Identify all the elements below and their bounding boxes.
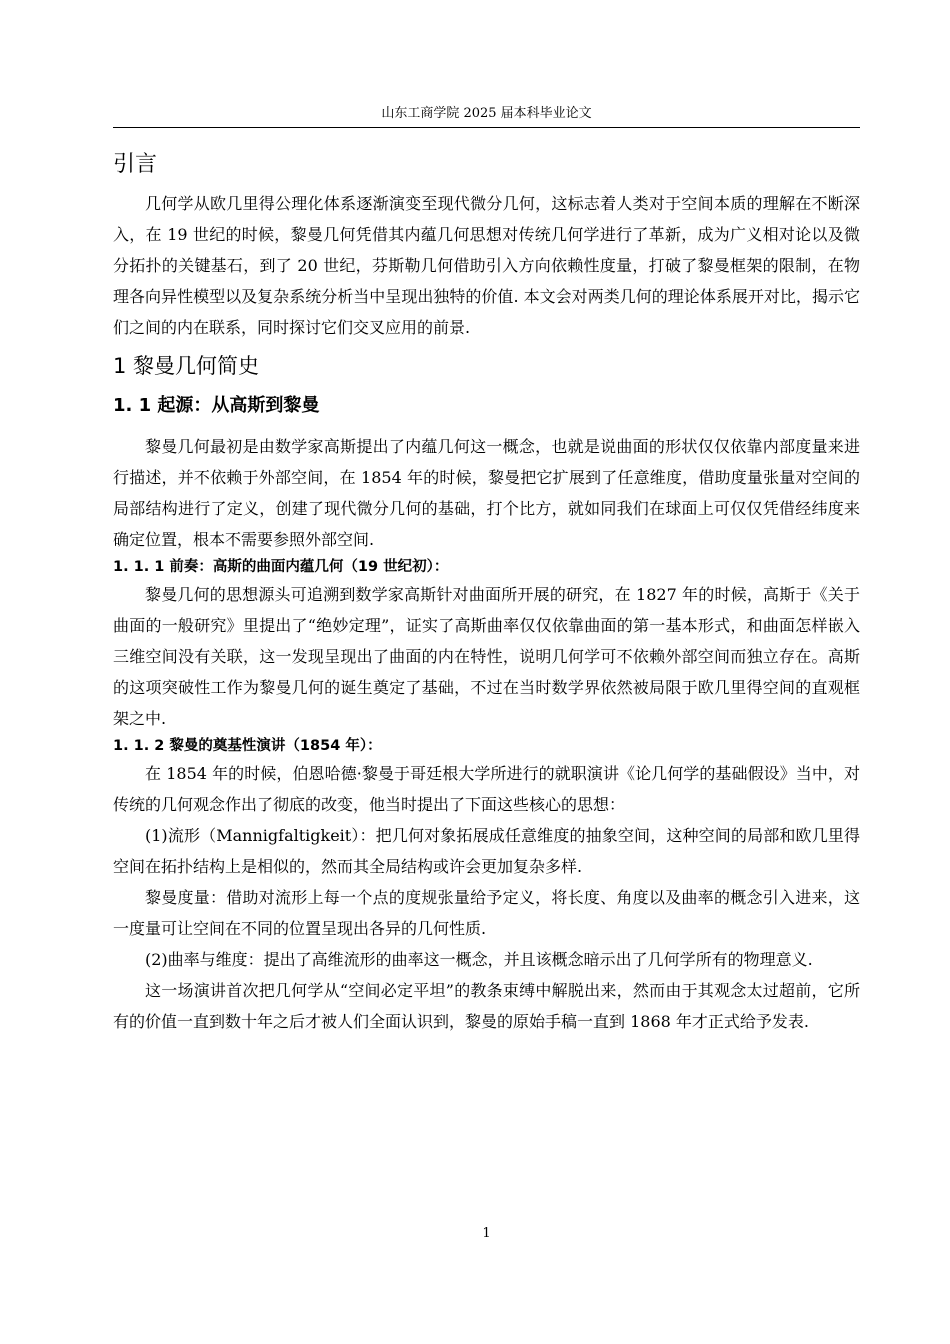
section-1-heading: 1 黎曼几何简史 xyxy=(113,354,260,378)
page-number: 1 xyxy=(482,1226,491,1241)
section-1-1-2-paragraph: 黎曼度量：借助对流形上每一个点的度规张量给予定义，将长度、角度以及曲率的概念引入进来，这一度量可让空间在不同的位置呈现出各异的几何性质. xyxy=(113,888,860,938)
section-1-1-1-heading: 1. 1. 1 前奏：高斯的曲面内蕴几何（19 世纪初）： xyxy=(113,559,449,575)
section-1-1-2-paragraph: 这一场演讲首次把几何学从“空间必定平坦”的教条束缚中解脱出来，然而由于其观念太过超前，它所有的价值一直到数十年之后才被人们全面认识到，黎曼的原始手稿一直到 1868 年才正式给予发表. xyxy=(113,981,860,1031)
section-1-1-2-paragraph: 在 1854 年的时候，伯恩哈德·黎曼于哥廷根大学所进行的就职演讲《论几何学的基础假设》当中，对传统的几何观念作出了彻底的改变，他当时提出了下面这些核心的思想： xyxy=(113,764,860,814)
section-1-1-heading: 1. 1 起源：从高斯到黎曼 xyxy=(113,395,320,416)
section-1-1-2-paragraph: (1)流形（Mannigfaltigkeit）：把几何对象拓展成任意维度的抽象空间，这种空间的局部和欧几里得空间在拓扑结构上是相似的，然而其全局结构或许会更加复杂多样. xyxy=(113,826,860,876)
section-1-1-paragraph: 黎曼几何最初是由数学家高斯提出了内蕴几何这一概念，也就是说曲面的形状仅仅依靠内部度量来进行描述，并不依赖于外部空间，在 1854 年的时候，黎曼把它扩展到了任意维度，借助度量张量对空间的局部结构进行了定义，创建了现代微分几何的基础，打个比方，就如同我们在球面上可仅仅凭借经纬度来确定位置，根本不需要参照外部空间. xyxy=(113,437,860,549)
header-rule xyxy=(113,127,860,128)
section-1-1-2-paragraph: (2)曲率与维度：提出了高维流形的曲率这一概念，并且该概念暗示出了几何学所有的物理意义. xyxy=(145,950,813,969)
section-1-1-1-paragraph: 黎曼几何的思想源头可追溯到数学家高斯针对曲面所开展的研究，在 1827 年的时候，高斯于《关于曲面的一般研究》里提出了“绝妙定理”，证实了高斯曲率仅仅依靠曲面的第一基本形式，和曲面怎样嵌入三维空间没有关联，这一发现呈现出了曲面的内在特性，说明几何学可不依赖外部空间而独立存在。高斯的这项突破性工作为黎曼几何的诞生奠定了基础，不过在当时数学界依然被局限于欧几里得空间的直观框架之中. xyxy=(113,585,860,728)
running-header: 山东工商学院 2025 届本科毕业论文 xyxy=(381,106,592,121)
section-1-1-2-heading: 1. 1. 2 黎曼的奠基性演讲（1854 年）： xyxy=(113,738,382,754)
body-content xyxy=(113,148,860,1037)
intro-heading: 引言 xyxy=(113,152,158,177)
intro-paragraph: 几何学从欧几里得公理化体系逐渐演变至现代微分几何，这标志着人类对于空间本质的理解在不断深入，在 19 世纪的时候，黎曼几何凭借其内蕴几何思想对传统几何学进行了革新，成为广义相对论以及微分拓扑的关键基石，到了 20 世纪，芬斯勒几何借助引入方向依赖性度量，打破了黎曼框架的限制，在物理各向异性模型以及复杂系统分析当中呈现出独特的价值. 本文会对两类几何的理论体系展开对比，揭示它们之间的内在联系，同时探讨它们交叉应用的前景. xyxy=(113,194,860,337)
